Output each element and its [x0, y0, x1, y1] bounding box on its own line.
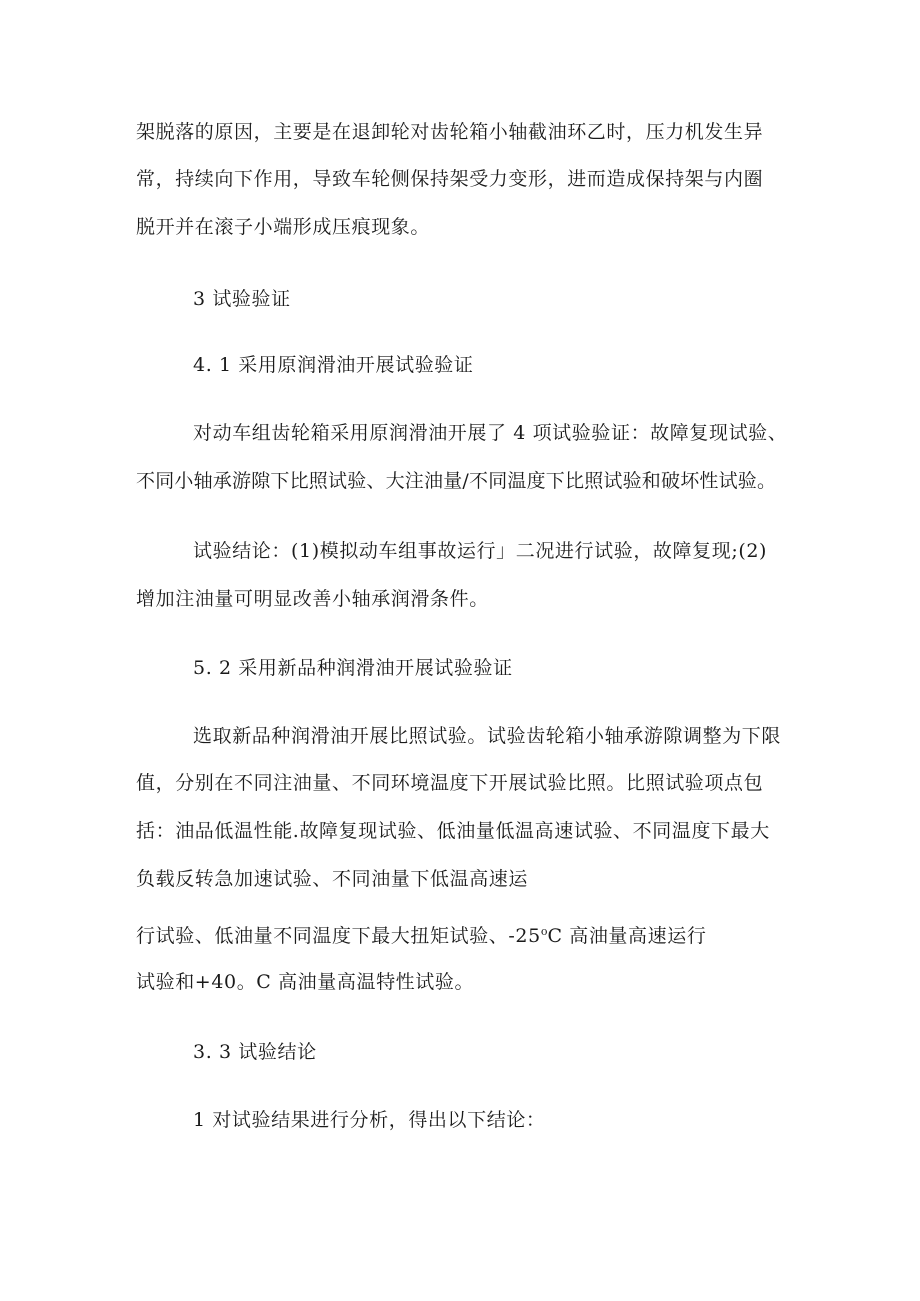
text-segment: C 高油量高速运行 [547, 925, 707, 947]
paragraph-line: 脱开并在滚子小端形成压痕现象。 [136, 216, 431, 238]
paragraph-line: 试验和+40。C 高油量高温特性试验。 [136, 971, 475, 993]
paragraph-line [136, 920, 706, 948]
paragraph-line: 1 对试验结果进行分析，得出以下结论： [193, 1109, 546, 1131]
paragraph-line: 负载反转急加速试验、不同油量下低温高速运 [136, 868, 529, 890]
paragraph-line: 架脱落的原因，主要是在退卸轮对齿轮箱小轴截油环乙时，压力机发生异 [136, 121, 764, 143]
subsection-heading: 5. 2 采用新品种润滑油开展试验验证 [193, 657, 513, 679]
paragraph-line: 值，分别在不同注油量、不同环境温度下开展试验比照。比照试验项点包 [136, 772, 764, 794]
subsection-heading: 4. 1 采用原润滑油开展试验验证 [193, 354, 474, 376]
text-segment: 行试验、低油量不同温度下最大扭矩试验、-25 [136, 925, 541, 947]
paragraph-line: 括：油品低温性能.故障复现试验、低油量低温高速试验、不同温度下最大 [136, 820, 770, 842]
degree-superscript: o [540, 925, 548, 938]
paragraph-line: 试验结论：(1)模拟动车组事故运行」二况进行试验，故障复现;(2) [193, 540, 768, 562]
paragraph-line: 对动车组齿轮箱采用原润滑油开展了 4 项试验验证：故障复现试验、 [193, 422, 788, 444]
subsection-heading: 3. 3 试验结论 [193, 1041, 317, 1063]
paragraph-line: 增加注油量可明显改善小轴承润滑条件。 [136, 588, 489, 610]
paragraph-line: 不同小轴承游隙下比照试验、大注油量/不同温度下比照试验和破坏性试验。 [136, 470, 777, 492]
paragraph-line: 选取新品种润滑油开展比照试验。试验齿轮箱小轴承游隙调整为下限 [193, 725, 782, 747]
section-heading: 3 试验验证 [193, 288, 291, 310]
paragraph-line: 常，持续向下作用，导致车轮侧保持架受力变形，进而造成保持架与内圈 [136, 168, 764, 190]
